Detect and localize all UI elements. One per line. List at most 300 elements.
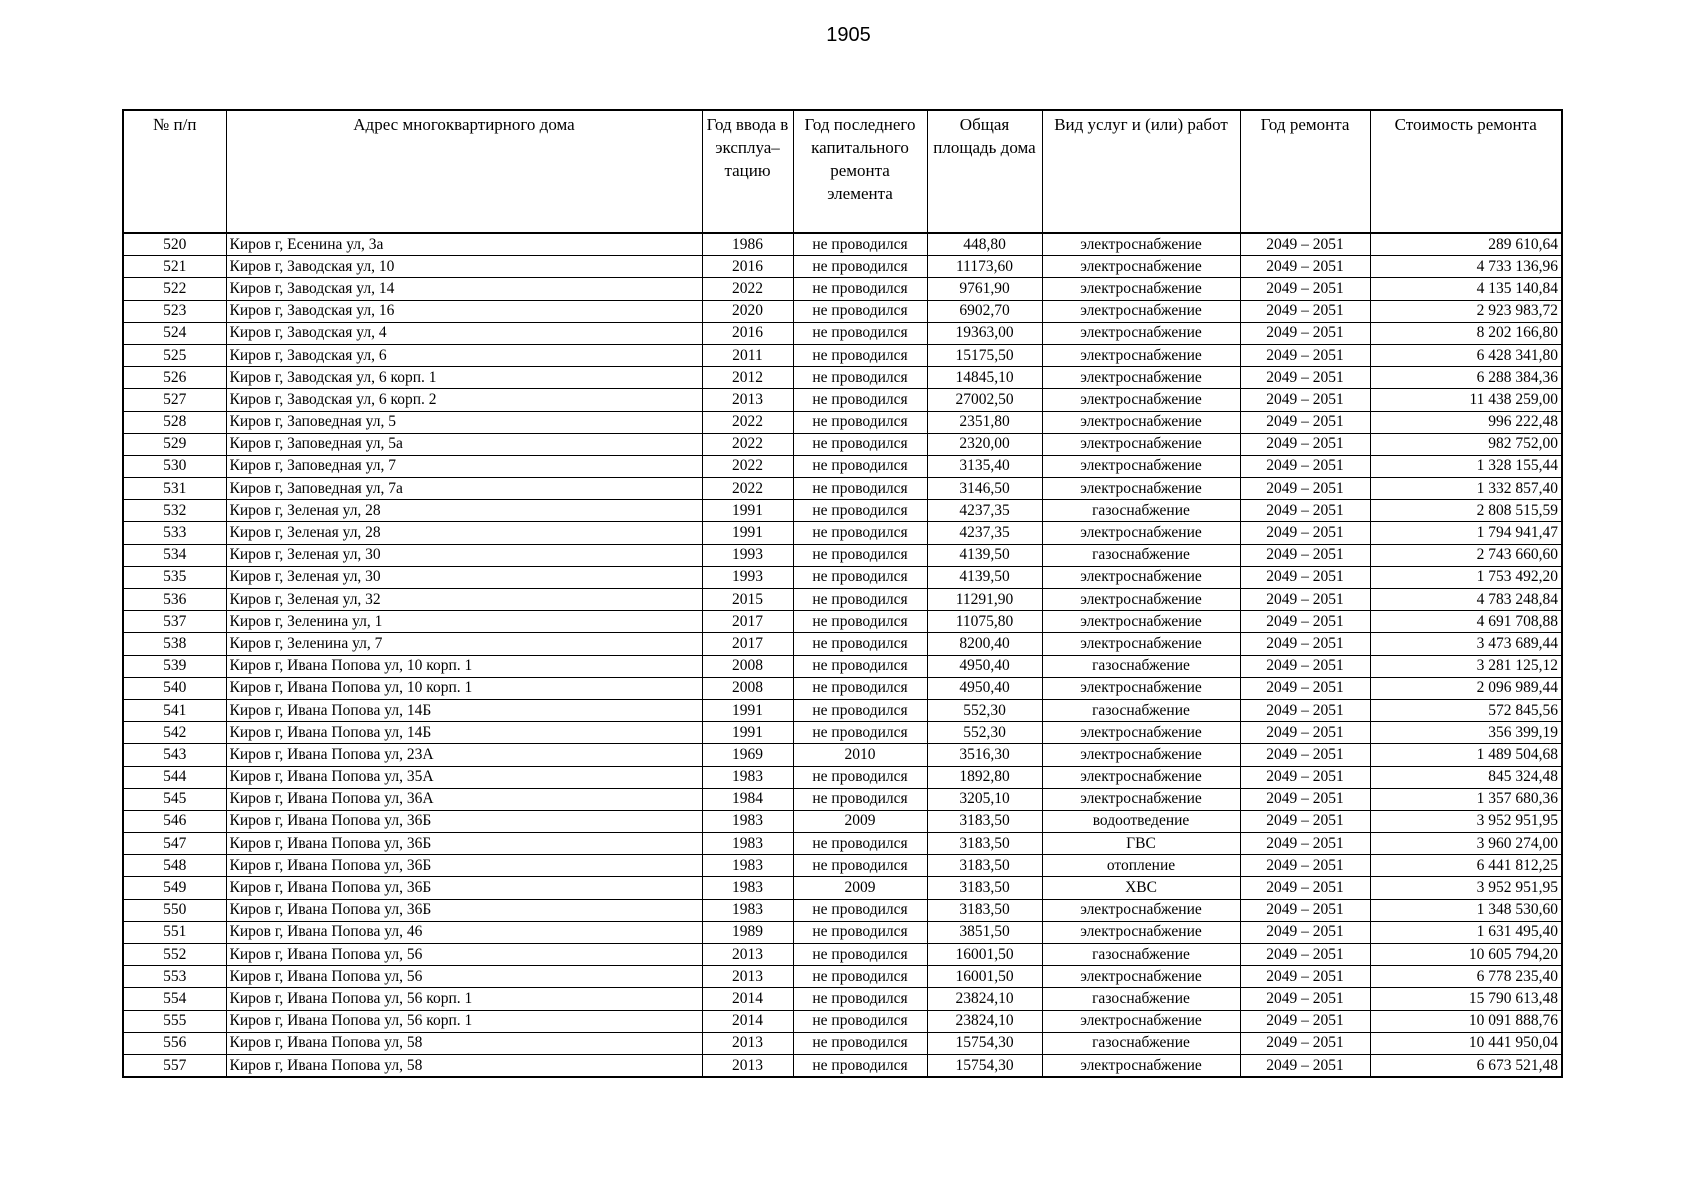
year-built-cell: 1983: [702, 877, 793, 899]
area-cell: 11291,90: [927, 589, 1042, 611]
table-row: [123, 899, 1562, 921]
area-cell: 3183,50: [927, 810, 1042, 832]
repair-year-cell: 2049 – 2051: [1240, 256, 1370, 278]
cost-cell: 572 845,56: [1370, 699, 1562, 721]
address-cell: Киров г, Ивана Попова ул, 58: [226, 1054, 702, 1077]
table-row: [123, 478, 1562, 500]
last-repair-cell: не проводился: [793, 389, 927, 411]
repair-year-cell: 2049 – 2051: [1240, 566, 1370, 588]
year-built-cell: 2022: [702, 411, 793, 433]
table-row: [123, 566, 1562, 588]
last-repair-cell: не проводился: [793, 1054, 927, 1077]
year-built-cell: 2011: [702, 344, 793, 366]
year-built-cell: 2013: [702, 966, 793, 988]
cost-cell: 1 357 680,36: [1370, 788, 1562, 810]
table-row: [123, 433, 1562, 455]
row-number: 539: [123, 655, 226, 677]
cost-cell: 10 441 950,04: [1370, 1032, 1562, 1054]
year-built-cell: 2013: [702, 1054, 793, 1077]
cost-cell: 996 222,48: [1370, 411, 1562, 433]
cost-cell: 3 952 951,95: [1370, 810, 1562, 832]
last-repair-cell: не проводился: [793, 944, 927, 966]
address-cell: Киров г, Зеленая ул, 28: [226, 522, 702, 544]
service-cell: электроснабжение: [1042, 744, 1240, 766]
page-number: 1905: [826, 24, 871, 46]
service-cell: газоснабжение: [1042, 655, 1240, 677]
table-row: [123, 944, 1562, 966]
service-cell: газоснабжение: [1042, 699, 1240, 721]
year-built-cell: 2013: [702, 1032, 793, 1054]
year-built-cell: 2022: [702, 455, 793, 477]
service-cell: водоотведение: [1042, 810, 1240, 832]
service-cell: электроснабжение: [1042, 478, 1240, 500]
header-address: Адрес многоквартирного дома: [226, 110, 702, 233]
last-repair-cell: не проводился: [793, 500, 927, 522]
repair-year-cell: 2049 – 2051: [1240, 233, 1370, 256]
area-cell: 16001,50: [927, 966, 1042, 988]
cost-cell: 3 952 951,95: [1370, 877, 1562, 899]
service-cell: электроснабжение: [1042, 1054, 1240, 1077]
address-cell: Киров г, Заводская ул, 6 корп. 2: [226, 389, 702, 411]
address-cell: Киров г, Заводская ул, 10: [226, 256, 702, 278]
repair-year-cell: 2049 – 2051: [1240, 522, 1370, 544]
area-cell: 15754,30: [927, 1054, 1042, 1077]
area-cell: 9761,90: [927, 278, 1042, 300]
table-row: [123, 744, 1562, 766]
cost-cell: 6 673 521,48: [1370, 1054, 1562, 1077]
address-cell: Киров г, Зеленая ул, 32: [226, 589, 702, 611]
year-built-cell: 1983: [702, 810, 793, 832]
service-cell: электроснабжение: [1042, 611, 1240, 633]
last-repair-cell: не проводился: [793, 611, 927, 633]
repair-year-cell: 2049 – 2051: [1240, 921, 1370, 943]
table-row: [123, 633, 1562, 655]
last-repair-cell: не проводился: [793, 633, 927, 655]
year-built-cell: 1993: [702, 566, 793, 588]
service-cell: электроснабжение: [1042, 766, 1240, 788]
repair-year-cell: 2049 – 2051: [1240, 722, 1370, 744]
service-cell: ГВС: [1042, 833, 1240, 855]
table-row: [123, 611, 1562, 633]
cost-cell: 1 753 492,20: [1370, 566, 1562, 588]
address-cell: Киров г, Ивана Попова ул, 10 корп. 1: [226, 677, 702, 699]
last-repair-cell: не проводился: [793, 344, 927, 366]
area-cell: 2351,80: [927, 411, 1042, 433]
address-cell: Киров г, Есенина ул, 3а: [226, 233, 702, 256]
address-cell: Киров г, Заповедная ул, 7: [226, 455, 702, 477]
year-built-cell: 2008: [702, 677, 793, 699]
year-built-cell: 1991: [702, 699, 793, 721]
cost-cell: 2 923 983,72: [1370, 300, 1562, 322]
table-row: [123, 411, 1562, 433]
cost-cell: 1 332 857,40: [1370, 478, 1562, 500]
repair-year-cell: 2049 – 2051: [1240, 699, 1370, 721]
row-number: 521: [123, 256, 226, 278]
service-cell: отопление: [1042, 855, 1240, 877]
cost-cell: 1 631 495,40: [1370, 921, 1562, 943]
service-cell: электроснабжение: [1042, 322, 1240, 344]
table-row: [123, 855, 1562, 877]
table-header: [123, 110, 1562, 233]
cost-cell: 3 473 689,44: [1370, 633, 1562, 655]
cost-cell: 11 438 259,00: [1370, 389, 1562, 411]
row-number: 549: [123, 877, 226, 899]
row-number: 557: [123, 1054, 226, 1077]
area-cell: 3851,50: [927, 921, 1042, 943]
row-number: 530: [123, 455, 226, 477]
address-cell: Киров г, Ивана Попова ул, 36А: [226, 788, 702, 810]
address-cell: Киров г, Заповедная ул, 5: [226, 411, 702, 433]
cost-cell: 2 096 989,44: [1370, 677, 1562, 699]
service-cell: электроснабжение: [1042, 389, 1240, 411]
repair-year-cell: 2049 – 2051: [1240, 455, 1370, 477]
last-repair-cell: не проводился: [793, 988, 927, 1010]
row-number: 544: [123, 766, 226, 788]
area-cell: 3183,50: [927, 899, 1042, 921]
address-cell: Киров г, Ивана Попова ул, 56: [226, 944, 702, 966]
service-cell: электроснабжение: [1042, 633, 1240, 655]
row-number: 548: [123, 855, 226, 877]
service-cell: электроснабжение: [1042, 256, 1240, 278]
year-built-cell: 2017: [702, 611, 793, 633]
cost-cell: 8 202 166,80: [1370, 322, 1562, 344]
last-repair-cell: не проводился: [793, 367, 927, 389]
repair-year-cell: 2049 – 2051: [1240, 433, 1370, 455]
repair-year-cell: 2049 – 2051: [1240, 478, 1370, 500]
address-cell: Киров г, Ивана Попова ул, 56 корп. 1: [226, 988, 702, 1010]
cost-cell: 10 605 794,20: [1370, 944, 1562, 966]
last-repair-cell: не проводился: [793, 722, 927, 744]
last-repair-cell: не проводился: [793, 322, 927, 344]
row-number: 527: [123, 389, 226, 411]
row-number: 555: [123, 1010, 226, 1032]
table-row: [123, 455, 1562, 477]
cost-cell: 982 752,00: [1370, 433, 1562, 455]
address-cell: Киров г, Зеленина ул, 7: [226, 633, 702, 655]
last-repair-cell: не проводился: [793, 699, 927, 721]
row-number: 538: [123, 633, 226, 655]
row-number: 551: [123, 921, 226, 943]
address-cell: Киров г, Ивана Попова ул, 10 корп. 1: [226, 655, 702, 677]
repair-year-cell: 2049 – 2051: [1240, 500, 1370, 522]
area-cell: 27002,50: [927, 389, 1042, 411]
service-cell: электроснабжение: [1042, 788, 1240, 810]
year-built-cell: 1991: [702, 500, 793, 522]
year-built-cell: 2014: [702, 1010, 793, 1032]
row-number: 526: [123, 367, 226, 389]
repair-year-cell: 2049 – 2051: [1240, 300, 1370, 322]
address-cell: Киров г, Ивана Попова ул, 36Б: [226, 855, 702, 877]
repair-year-cell: 2049 – 2051: [1240, 1010, 1370, 1032]
header-repair-year: Год ремонта: [1240, 110, 1370, 233]
row-number: 556: [123, 1032, 226, 1054]
table-row: [123, 522, 1562, 544]
table-row: [123, 810, 1562, 832]
service-cell: электроснабжение: [1042, 367, 1240, 389]
year-built-cell: 2022: [702, 278, 793, 300]
repair-year-cell: 2049 – 2051: [1240, 389, 1370, 411]
area-cell: 11075,80: [927, 611, 1042, 633]
row-number: 534: [123, 544, 226, 566]
table-row: [123, 788, 1562, 810]
address-cell: Киров г, Заповедная ул, 5а: [226, 433, 702, 455]
repair-year-cell: 2049 – 2051: [1240, 877, 1370, 899]
year-built-cell: 1983: [702, 899, 793, 921]
repair-year-cell: 2049 – 2051: [1240, 899, 1370, 921]
area-cell: 2320,00: [927, 433, 1042, 455]
service-cell: газоснабжение: [1042, 544, 1240, 566]
address-cell: Киров г, Ивана Попова ул, 36Б: [226, 899, 702, 921]
year-built-cell: 2014: [702, 988, 793, 1010]
address-cell: Киров г, Заводская ул, 4: [226, 322, 702, 344]
area-cell: 16001,50: [927, 944, 1042, 966]
area-cell: 3183,50: [927, 877, 1042, 899]
last-repair-cell: не проводился: [793, 655, 927, 677]
service-cell: электроснабжение: [1042, 566, 1240, 588]
area-cell: 4139,50: [927, 544, 1042, 566]
address-cell: Киров г, Ивана Попова ул, 23А: [226, 744, 702, 766]
address-cell: Киров г, Зеленина ул, 1: [226, 611, 702, 633]
area-cell: 15175,50: [927, 344, 1042, 366]
repair-year-cell: 2049 – 2051: [1240, 1054, 1370, 1077]
year-built-cell: 1983: [702, 855, 793, 877]
header-last-repair: Год последнего капитального ремонта элемента: [793, 110, 927, 233]
service-cell: газоснабжение: [1042, 988, 1240, 1010]
row-number: 523: [123, 300, 226, 322]
area-cell: 3135,40: [927, 455, 1042, 477]
year-built-cell: 2022: [702, 433, 793, 455]
cost-cell: 3 960 274,00: [1370, 833, 1562, 855]
service-cell: электроснабжение: [1042, 899, 1240, 921]
repair-year-cell: 2049 – 2051: [1240, 788, 1370, 810]
last-repair-cell: не проводился: [793, 677, 927, 699]
year-built-cell: 1983: [702, 766, 793, 788]
year-built-cell: 1986: [702, 233, 793, 256]
service-cell: газоснабжение: [1042, 500, 1240, 522]
last-repair-cell: не проводился: [793, 589, 927, 611]
table-row: [123, 1054, 1562, 1077]
address-cell: Киров г, Заводская ул, 6: [226, 344, 702, 366]
year-built-cell: 2015: [702, 589, 793, 611]
cost-cell: 3 281 125,12: [1370, 655, 1562, 677]
row-number: 522: [123, 278, 226, 300]
table-row: [123, 389, 1562, 411]
repair-year-cell: 2049 – 2051: [1240, 544, 1370, 566]
service-cell: электроснабжение: [1042, 233, 1240, 256]
row-number: 531: [123, 478, 226, 500]
cost-cell: 6 288 384,36: [1370, 367, 1562, 389]
address-cell: Киров г, Ивана Попова ул, 56: [226, 966, 702, 988]
year-built-cell: 2016: [702, 256, 793, 278]
area-cell: 8200,40: [927, 633, 1042, 655]
row-number: 547: [123, 833, 226, 855]
year-built-cell: 2013: [702, 389, 793, 411]
service-cell: электроснабжение: [1042, 278, 1240, 300]
row-number: 553: [123, 966, 226, 988]
repair-year-cell: 2049 – 2051: [1240, 589, 1370, 611]
repair-year-cell: 2049 – 2051: [1240, 322, 1370, 344]
last-repair-cell: не проводился: [793, 921, 927, 943]
service-cell: электроснабжение: [1042, 677, 1240, 699]
last-repair-cell: не проводился: [793, 566, 927, 588]
row-number: 524: [123, 322, 226, 344]
last-repair-cell: 2009: [793, 810, 927, 832]
service-cell: электроснабжение: [1042, 722, 1240, 744]
year-built-cell: 1991: [702, 522, 793, 544]
area-cell: 6902,70: [927, 300, 1042, 322]
row-number: 525: [123, 344, 226, 366]
cost-cell: 2 808 515,59: [1370, 500, 1562, 522]
repair-year-cell: 2049 – 2051: [1240, 633, 1370, 655]
row-number: 529: [123, 433, 226, 455]
cost-cell: 2 743 660,60: [1370, 544, 1562, 566]
header-service: Вид услуг и (или) работ: [1042, 110, 1240, 233]
repair-year-cell: 2049 – 2051: [1240, 344, 1370, 366]
address-cell: Киров г, Ивана Попова ул, 58: [226, 1032, 702, 1054]
table-row: [123, 699, 1562, 721]
area-cell: 23824,10: [927, 988, 1042, 1010]
year-built-cell: 1991: [702, 722, 793, 744]
table-row: [123, 877, 1562, 899]
year-built-cell: 2017: [702, 633, 793, 655]
area-cell: 3205,10: [927, 788, 1042, 810]
address-cell: Киров г, Зеленая ул, 30: [226, 544, 702, 566]
repair-year-cell: 2049 – 2051: [1240, 1032, 1370, 1054]
repair-registry-table: [122, 109, 1563, 1078]
last-repair-cell: не проводился: [793, 278, 927, 300]
table-row: [123, 921, 1562, 943]
repair-year-cell: 2049 – 2051: [1240, 367, 1370, 389]
service-cell: электроснабжение: [1042, 522, 1240, 544]
cost-cell: 4 733 136,96: [1370, 256, 1562, 278]
table-row: [123, 300, 1562, 322]
area-cell: 14845,10: [927, 367, 1042, 389]
address-cell: Киров г, Зеленая ул, 30: [226, 566, 702, 588]
year-built-cell: 1969: [702, 744, 793, 766]
address-cell: Киров г, Заводская ул, 14: [226, 278, 702, 300]
service-cell: электроснабжение: [1042, 455, 1240, 477]
area-cell: 11173,60: [927, 256, 1042, 278]
table-row: [123, 766, 1562, 788]
last-repair-cell: не проводился: [793, 788, 927, 810]
table-body: [123, 233, 1562, 1077]
cost-cell: 15 790 613,48: [1370, 988, 1562, 1010]
table-row: [123, 344, 1562, 366]
repair-year-cell: 2049 – 2051: [1240, 744, 1370, 766]
row-number: 546: [123, 810, 226, 832]
area-cell: 4950,40: [927, 677, 1042, 699]
table-row: [123, 833, 1562, 855]
cost-cell: 1 489 504,68: [1370, 744, 1562, 766]
last-repair-cell: не проводился: [793, 478, 927, 500]
cost-cell: 356 399,19: [1370, 722, 1562, 744]
year-built-cell: 2016: [702, 322, 793, 344]
year-built-cell: 1993: [702, 544, 793, 566]
cost-cell: 6 778 235,40: [1370, 966, 1562, 988]
table-row: [123, 1010, 1562, 1032]
table-row: [123, 500, 1562, 522]
table-row: [123, 322, 1562, 344]
row-number: 550: [123, 899, 226, 921]
service-cell: ХВС: [1042, 877, 1240, 899]
last-repair-cell: не проводился: [793, 256, 927, 278]
address-cell: Киров г, Ивана Попова ул, 56 корп. 1: [226, 1010, 702, 1032]
year-built-cell: 1984: [702, 788, 793, 810]
row-number: 540: [123, 677, 226, 699]
repair-year-cell: 2049 – 2051: [1240, 411, 1370, 433]
repair-year-cell: 2049 – 2051: [1240, 766, 1370, 788]
area-cell: 4950,40: [927, 655, 1042, 677]
address-cell: Киров г, Заповедная ул, 7а: [226, 478, 702, 500]
table-row: [123, 655, 1562, 677]
table-row: [123, 256, 1562, 278]
service-cell: электроснабжение: [1042, 344, 1240, 366]
cost-cell: 4 691 708,88: [1370, 611, 1562, 633]
last-repair-cell: не проводился: [793, 433, 927, 455]
area-cell: 15754,30: [927, 1032, 1042, 1054]
row-number: 545: [123, 788, 226, 810]
row-number: 535: [123, 566, 226, 588]
repair-year-cell: 2049 – 2051: [1240, 944, 1370, 966]
address-cell: Киров г, Ивана Попова ул, 36Б: [226, 833, 702, 855]
cost-cell: 1 348 530,60: [1370, 899, 1562, 921]
repair-year-cell: 2049 – 2051: [1240, 833, 1370, 855]
last-repair-cell: не проводился: [793, 455, 927, 477]
area-cell: 1892,80: [927, 766, 1042, 788]
last-repair-cell: не проводился: [793, 522, 927, 544]
repair-year-cell: 2049 – 2051: [1240, 966, 1370, 988]
repair-year-cell: 2049 – 2051: [1240, 278, 1370, 300]
year-built-cell: 2008: [702, 655, 793, 677]
last-repair-cell: не проводился: [793, 544, 927, 566]
service-cell: электроснабжение: [1042, 966, 1240, 988]
cost-cell: 6 441 812,25: [1370, 855, 1562, 877]
address-cell: Киров г, Заводская ул, 16: [226, 300, 702, 322]
last-repair-cell: не проводился: [793, 1032, 927, 1054]
row-number: 533: [123, 522, 226, 544]
row-number: 532: [123, 500, 226, 522]
area-cell: 448,80: [927, 233, 1042, 256]
last-repair-cell: не проводился: [793, 300, 927, 322]
row-number: 541: [123, 699, 226, 721]
area-cell: 23824,10: [927, 1010, 1042, 1032]
table-row: [123, 367, 1562, 389]
address-cell: Киров г, Ивана Попова ул, 14Б: [226, 722, 702, 744]
last-repair-cell: не проводился: [793, 855, 927, 877]
cost-cell: 845 324,48: [1370, 766, 1562, 788]
last-repair-cell: 2010: [793, 744, 927, 766]
row-number: 543: [123, 744, 226, 766]
year-built-cell: 2020: [702, 300, 793, 322]
service-cell: электроснабжение: [1042, 433, 1240, 455]
service-cell: электроснабжение: [1042, 921, 1240, 943]
address-cell: Киров г, Ивана Попова ул, 14Б: [226, 699, 702, 721]
area-cell: 552,30: [927, 722, 1042, 744]
cost-cell: 6 428 341,80: [1370, 344, 1562, 366]
year-built-cell: 2013: [702, 944, 793, 966]
row-number: 520: [123, 233, 226, 256]
address-cell: Киров г, Ивана Попова ул, 36Б: [226, 877, 702, 899]
last-repair-cell: не проводился: [793, 766, 927, 788]
header-num: № п/п: [123, 110, 226, 233]
table-row: [123, 966, 1562, 988]
year-built-cell: 2012: [702, 367, 793, 389]
repair-year-cell: 2049 – 2051: [1240, 855, 1370, 877]
last-repair-cell: не проводился: [793, 411, 927, 433]
area-cell: 3516,30: [927, 744, 1042, 766]
header-area: Общая площадь дома: [927, 110, 1042, 233]
area-cell: 4139,50: [927, 566, 1042, 588]
